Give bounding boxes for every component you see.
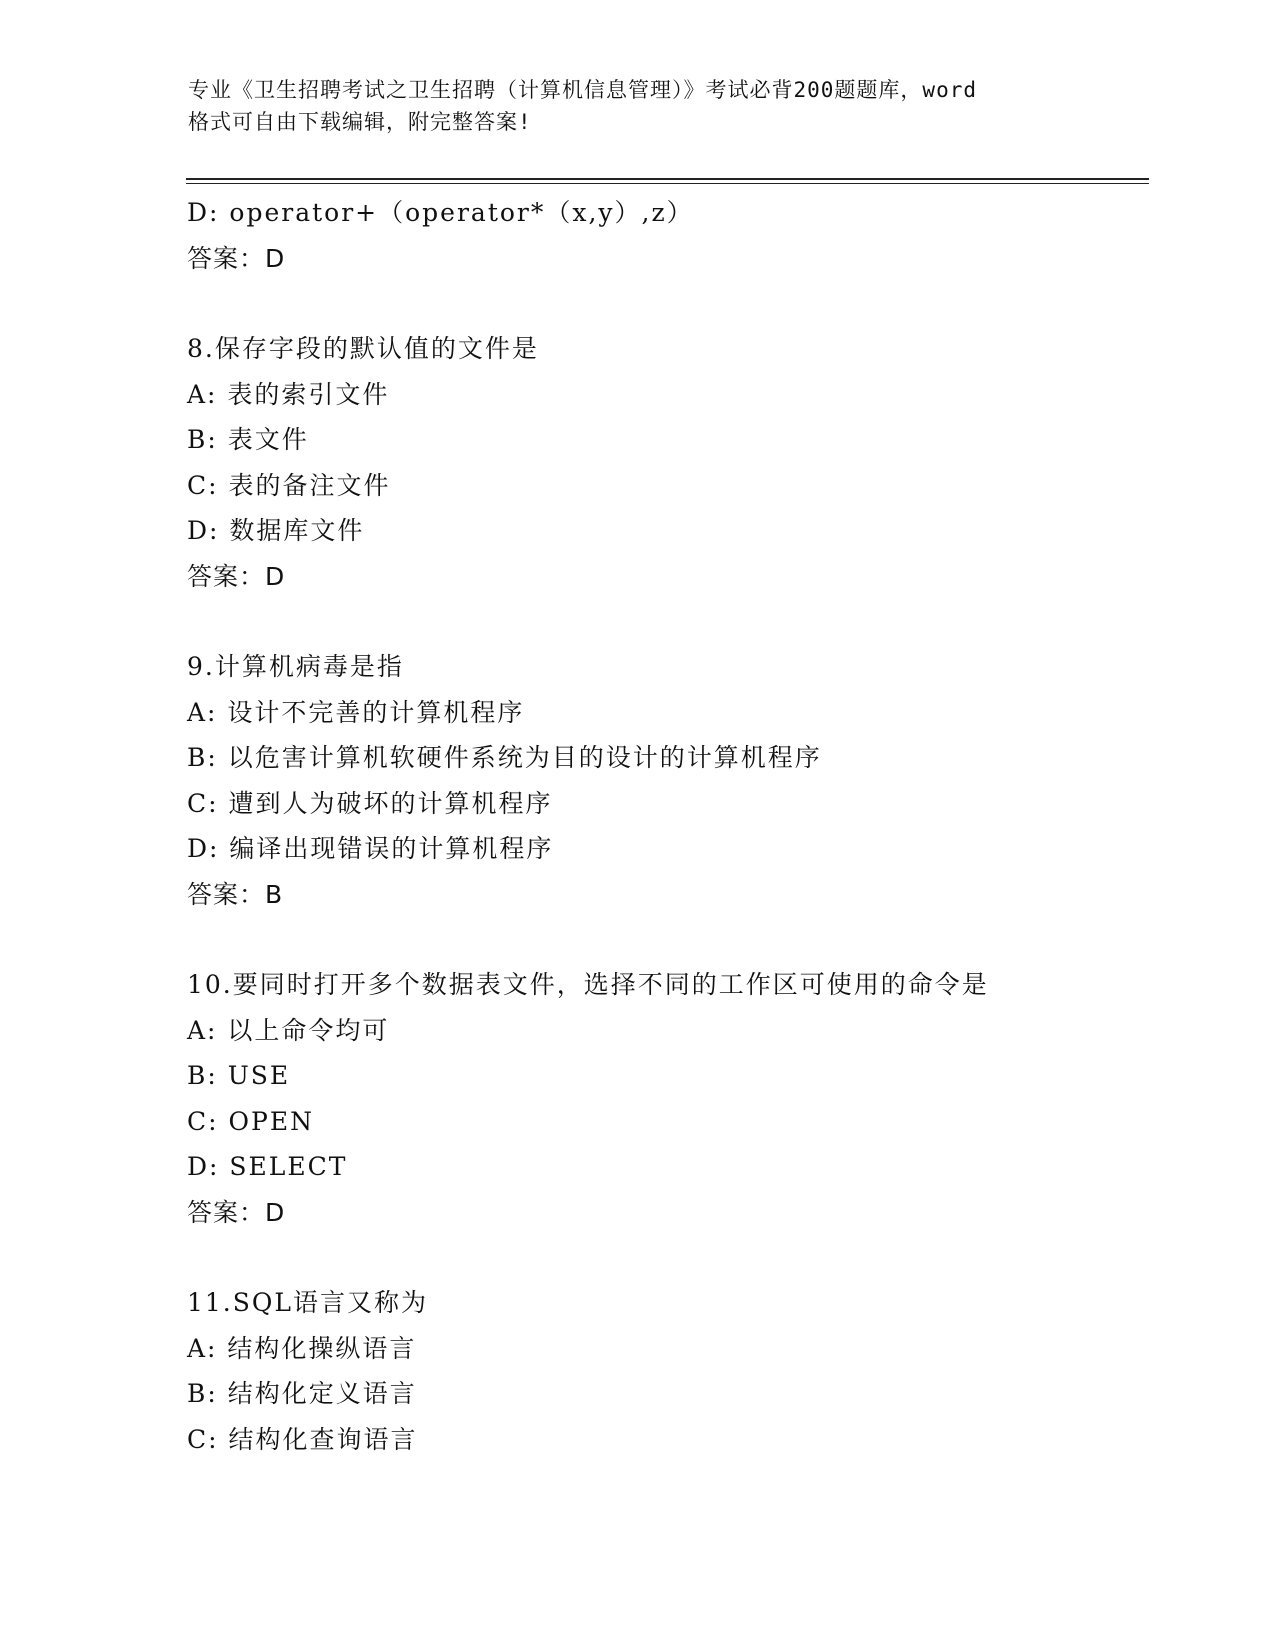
- option-d: D: operator+（operator*（x,y）,z）: [187, 198, 694, 227]
- spacer: [187, 599, 1147, 644]
- option-c: C: 遭到人为破坏的计算机程序: [187, 788, 553, 818]
- header-rule-thick: [186, 178, 1149, 180]
- option-d: D: 数据库文件: [187, 516, 365, 545]
- question-stem: 11.SQL语言又称为: [187, 1288, 428, 1317]
- question-block-9: [187, 644, 1147, 917]
- answer: 答案：D: [187, 1197, 286, 1227]
- option-d: D: 编译出现错误的计算机程序: [187, 834, 554, 863]
- question-block-8: [187, 326, 1147, 599]
- option-a: A: 以上命令均可: [187, 1015, 390, 1045]
- option-b: B: USE: [187, 1061, 291, 1090]
- option-c: C: 结构化查询语言: [187, 1424, 418, 1454]
- answer: 答案：D: [187, 243, 286, 273]
- spacer: [187, 1235, 1147, 1280]
- document-header: [188, 74, 1088, 138]
- option-b: B: 结构化定义语言: [187, 1379, 417, 1408]
- answer: 答案：D: [187, 561, 286, 591]
- option-d: D: SELECT: [187, 1152, 348, 1181]
- option-a: A: 结构化操纵语言: [187, 1333, 417, 1363]
- header-line-2: 格式可自由下载编辑，附完整答案!: [188, 110, 532, 134]
- document-body: [187, 190, 1147, 1462]
- option-a: A: 设计不完善的计算机程序: [187, 697, 525, 727]
- question-stem: 8.保存字段的默认值的文件是: [187, 334, 539, 363]
- option-b: B: 以危害计算机软硬件系统为目的设计的计算机程序: [187, 743, 822, 772]
- answer: 答案：B: [187, 879, 284, 909]
- spacer: [187, 281, 1147, 326]
- spacer: [187, 917, 1147, 962]
- header-line-1: 专业《卫生招聘考试之卫生招聘（计算机信息管理）》考试必背200题题库，word: [188, 78, 977, 102]
- question-stem: 9.计算机病毒是指: [187, 652, 404, 681]
- question-block-10: [187, 962, 1147, 1235]
- question-stem: 10.要同时打开多个数据表文件，选择不同的工作区可使用的命令是: [187, 970, 989, 999]
- option-c: C: 表的备注文件: [187, 470, 391, 500]
- question-block-11: [187, 1280, 1147, 1462]
- option-b: B: 表文件: [187, 425, 309, 454]
- header-rule-thin: [186, 183, 1149, 184]
- option-c: C: OPEN: [187, 1106, 314, 1136]
- option-a: A: 表的索引文件: [187, 379, 390, 409]
